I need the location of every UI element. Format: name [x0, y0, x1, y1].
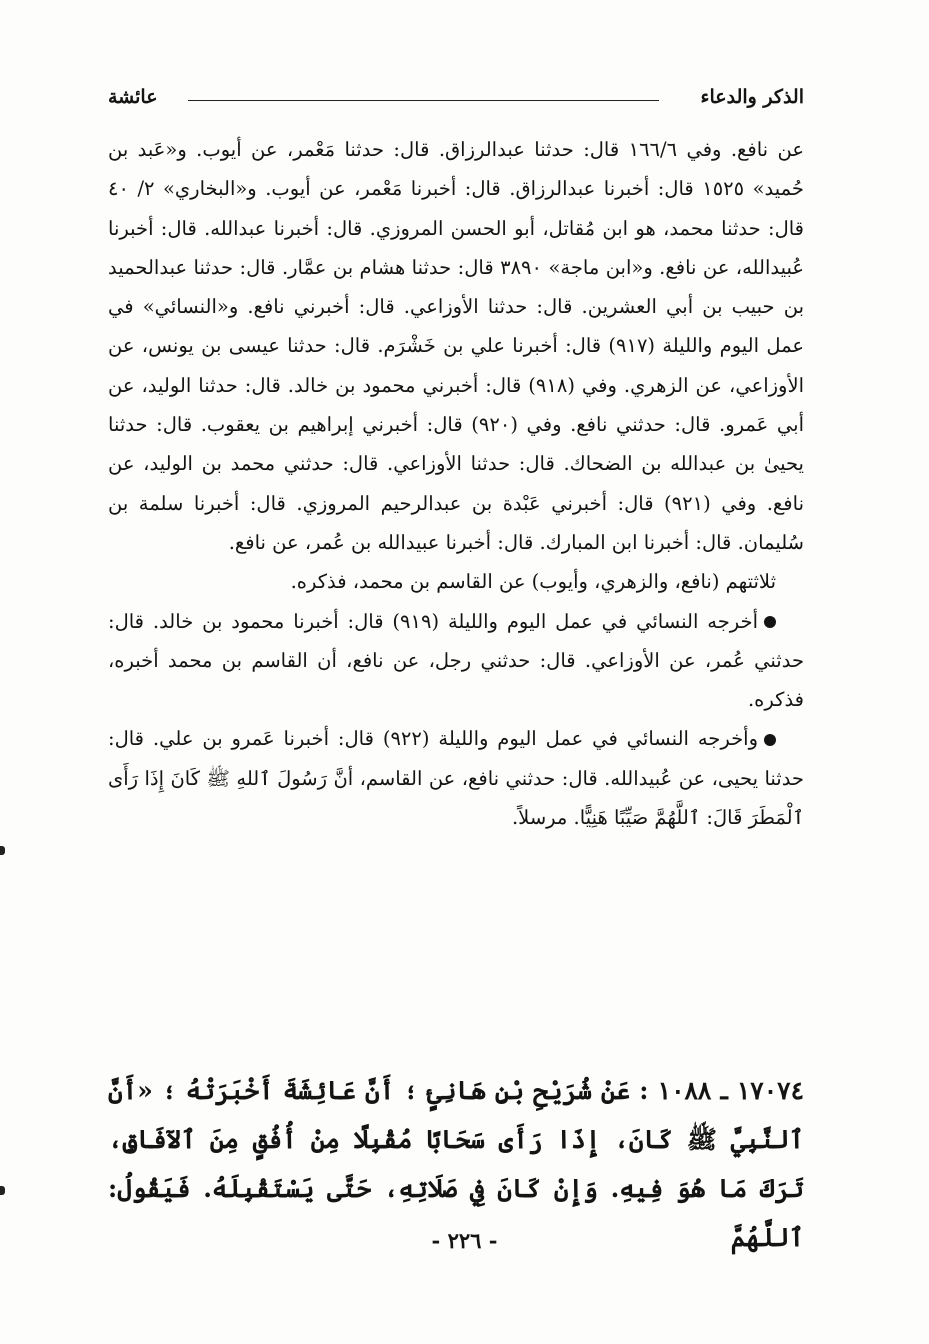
- body-paragraph-bulleted: [108, 719, 804, 837]
- page-number: - ٢٢٦ -: [431, 1228, 498, 1253]
- header-narrator-name: عائشة: [108, 86, 158, 108]
- header-section-title: الذكر والدعاء: [700, 86, 804, 108]
- scan-edge-mark: [0, 846, 5, 855]
- bullet-icon: [764, 616, 776, 628]
- body-paragraph: عن نافع. وفي ١٦٦/٦ قال: حدثنا عبدالرزاق. قال: حدثنا مَعْمر، عن أيوب. و«عَبد بن حُميد» ١٥٢٥ قال: أخبرنا عبدالرزاق. قال: أخبرنا مَعْمر، عن أيوب. و«البخاري» ٢/ ٤٠ قال: حدثنا محمد، هو ابن مُقاتل، أبو الحسن المروزي. قال: أخبرنا عبدالله. قال: أخبرنا عُبيدالله، عن نافع. و«ابن ماجة» ٣٨٩٠ قال: حدثنا هشام بن عمَّار. قال: حدثنا عبدالحميد بن حبيب بن أبي العشرين. قال: حدثنا الأوزاعي. قال: أخبرني نافع. و«النسائي» في عمل اليوم والليلة (٩١٧) قال: أخبرنا علي بن خَشْرَم. قال: حدثنا عيسى بن يونس، عن الأوزاعي، عن الزهري. وفي (٩١٨) قال: أخبرني محمود بن خالد. قال: حدثنا الوليد، عن أبي عَمرو. قال: حدثني نافع. وفي (٩٢٠) قال: أخبرني إبراهيم بن يعقوب. قال: حدثنا يحيىٰ بن عبدالله بن الضحاك. قال: حدثنا الأوزاعي. قال: حدثني محمد بن الوليد، عن نافع. وفي (٩٢١) قال: أخبرني عَبْدة بن عبدالرحيم المروزي. قال: أخبرنا سلمة بن سُليمان. قال: أخبرنا ابن المبارك. قال: أخبرنا عبيدالله بن عُمر، عن نافع.: [108, 138, 805, 554]
- bullet-icon: [764, 734, 776, 746]
- body-paragraph-text: أخرجه النسائي في عمل اليوم والليلة (٩١٩) قال: أخبرنا محمود بن خالد. قال: حدثني عُمر، عن الأوزاعي. قال: حدثني رجل، عن نافع، أن القاسم بن محمد أخبره، فذكره.: [108, 609, 804, 712]
- header-rule: [188, 100, 659, 101]
- body-paragraph-bulleted: [108, 602, 804, 720]
- takhrij-text: [108, 130, 804, 837]
- body-paragraph-text: وأخرجه النسائي في عمل اليوم والليلة (٩٢٢) قال: أخبرنا عَمرو بن علي. قال: حدثنا يحيى، عن عُبيدالله. قال: حدثني نافع، عن القاسم، أنَّ رَسُولَ ٱللهِ ﷺ كَانَ إِذَا رَأَى ٱلْمَطَرَ قَالَ: ٱللَّهُمَّ صَيِّبًا هَنِيًّا. مرسلاً.: [108, 727, 804, 830]
- scan-edge-mark: [0, 1186, 5, 1195]
- body-paragraph: ثلاثتهم (نافع، والزهري، وأيوب) عن القاسم بن محمد، فذكره.: [290, 570, 776, 594]
- running-header: [108, 86, 804, 122]
- hadith-text: ١٧٠٧٤ ـ ١٠٨٨ : عَنْ شُرَيْحِ بْنِ هَانِئٍ ؛ أَنَّ عَائِشَةَ أَخْبَرَتْهُ ؛ «أَنَّ ٱلنَّبِيَّ ﷺ كَانَ، إِذَا رَأَى سَحَابًا مُقْبِلًا مِنْ أُفُقٍ مِنَ ٱلآفَاقِ، تَرَكَ مَا هُوَ فِيهِ. وَإِنْ كَانَ فِي صَلَاتِهِ، حَتَّى يَسْتَقْبِلَهُ. فَيَقُولُ: ٱللَّهُمَّ: [108, 1076, 805, 1252]
